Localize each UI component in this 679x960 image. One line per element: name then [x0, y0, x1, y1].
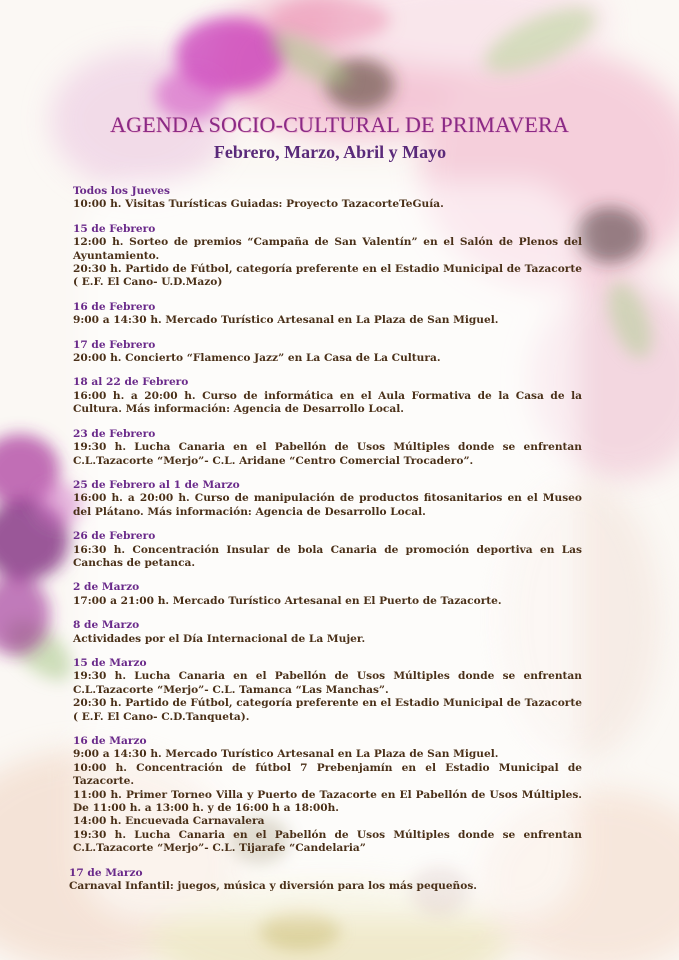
entry-date: 25 de Febrero al 1 de Marzo — [73, 478, 240, 491]
page-title: AGENDA SOCIO-CULTURAL DE PRIMAVERA — [110, 112, 569, 137]
agenda-entry — [73, 185, 582, 212]
entry-line: 16:30 h. Concentración Insular de bola Canaria de promoción deportiva en Las Canchas de petanca. — [73, 543, 582, 569]
agenda-entry — [73, 657, 582, 724]
agenda-entry — [73, 581, 582, 608]
entry-line: 9:00 a 14:30 h. Mercado Turístico Artesanal en La Plaza de San Miguel. — [73, 314, 499, 327]
entry-date: Todos los Jueves — [73, 185, 170, 197]
entry-line: 19:30 h. Lucha Canaria en el Pabellón de Usos Múltiples donde se enfrentan C.L.Tazacorte “Merjo”- C.L. Tijarafe “Candelaria” — [73, 828, 582, 855]
agenda-entry — [73, 339, 582, 366]
agenda-entry — [73, 376, 582, 416]
page-subtitle: Febrero, Marzo, Abril y Mayo — [213, 142, 447, 162]
entry-line: Actividades por el Día Internacional de La Mujer. — [73, 632, 366, 645]
agenda-list — [69, 185, 582, 904]
entry-line: 20:00 h. Concierto “Flamenco Jazz” en La Casa de La Cultura. — [73, 352, 441, 365]
entry-date: 17 de Febrero — [73, 338, 156, 351]
entry-line: 16:00 h. a 20:00 h. Curso de informática en el Aula Formativa de la Casa de la Cultura. Más información: Agencia de Desarrollo Local. — [73, 389, 582, 416]
entry-date: 15 de Marzo — [73, 656, 147, 669]
entry-line: 12:00 h. Sorteo de premios “Campaña de San Valentín” en el Salón de Plenos del Ayuntamiento. — [73, 236, 582, 262]
entry-date: 26 de Febrero — [73, 530, 156, 543]
entry-line: Carnaval Infantil: juegos, música y diversión para los más pequeños. — [69, 880, 477, 893]
entry-date: 8 de Marzo — [73, 619, 140, 632]
entry-line: 16:00 h. a 20:00 h. Curso de manipulación de productos fitosanitarios en el Museo del Plátano. Más información: Agencia de Desarrollo Local. — [73, 492, 582, 518]
agenda-entry — [73, 428, 582, 468]
entry-date: 16 de Marzo — [73, 735, 147, 747]
entry-date: 18 al 22 de Febrero — [73, 376, 189, 389]
entry-line: 20:30 h. Partido de Fútbol, categoría preferente en el Estadio Municipal de Tazacorte ( E.F. El Cano- U.D.Mazo) — [73, 263, 582, 289]
agenda-entry — [73, 530, 582, 570]
agenda-entry — [73, 619, 582, 646]
agenda-entry — [73, 735, 582, 856]
entry-line: 10:00 h. Concentración de fútbol 7 Prebenjamín en el Estadio Municipal de Tazacorte. — [73, 761, 582, 788]
entry-line: 17:00 a 21:00 h. Mercado Turístico Artesanal en El Puerto de Tazacorte. — [73, 594, 502, 607]
entry-date: 17 de Marzo — [69, 866, 143, 879]
entry-date: 2 de Marzo — [73, 581, 140, 594]
entry-line: 14:00 h. Encuevada Carnavalera — [73, 815, 265, 828]
agenda-entry — [73, 223, 582, 290]
entry-date: 23 de Febrero — [73, 427, 156, 440]
agenda-entry — [73, 479, 582, 519]
entry-line: 19:30 h. Lucha Canaria en el Pabellón de Usos Múltiples donde se enfrentan C.L.Tazacorte “Merjo”- C.L. Tamanca “Las Manchas”. — [73, 670, 582, 696]
entry-line: 11:00 h. Primer Torneo Villa y Puerto de Tazacorte en El Pabellón de Usos Múltiples. De 11:00 h. a 13:00 h. y de 16:00 h a 18:00h. — [73, 788, 582, 815]
entry-line: 20:30 h. Partido de Fútbol, categoría preferente en el Estadio Municipal de Tazacorte ( E.F. El Cano- C.D.Tanqueta). — [73, 697, 582, 723]
agenda-entry — [69, 867, 582, 894]
entry-date: 15 de Febrero — [73, 222, 156, 235]
agenda-entry — [73, 301, 582, 328]
entry-line: 9:00 a 14:30 h. Mercado Turístico Artesanal en La Plaza de San Miguel. — [73, 748, 499, 761]
entry-line: 19:30 h. Lucha Canaria en el Pabellón de Usos Múltiples donde se enfrentan C.L.Tazacorte “Merjo”- C.L. Aridane “Centro Comercial Trocadero”. — [73, 441, 582, 467]
entry-line: 10:00 h. Visitas Turísticas Guiadas: Proyecto TazacorteTeGuía. — [73, 198, 444, 211]
entry-date: 16 de Febrero — [73, 300, 156, 313]
